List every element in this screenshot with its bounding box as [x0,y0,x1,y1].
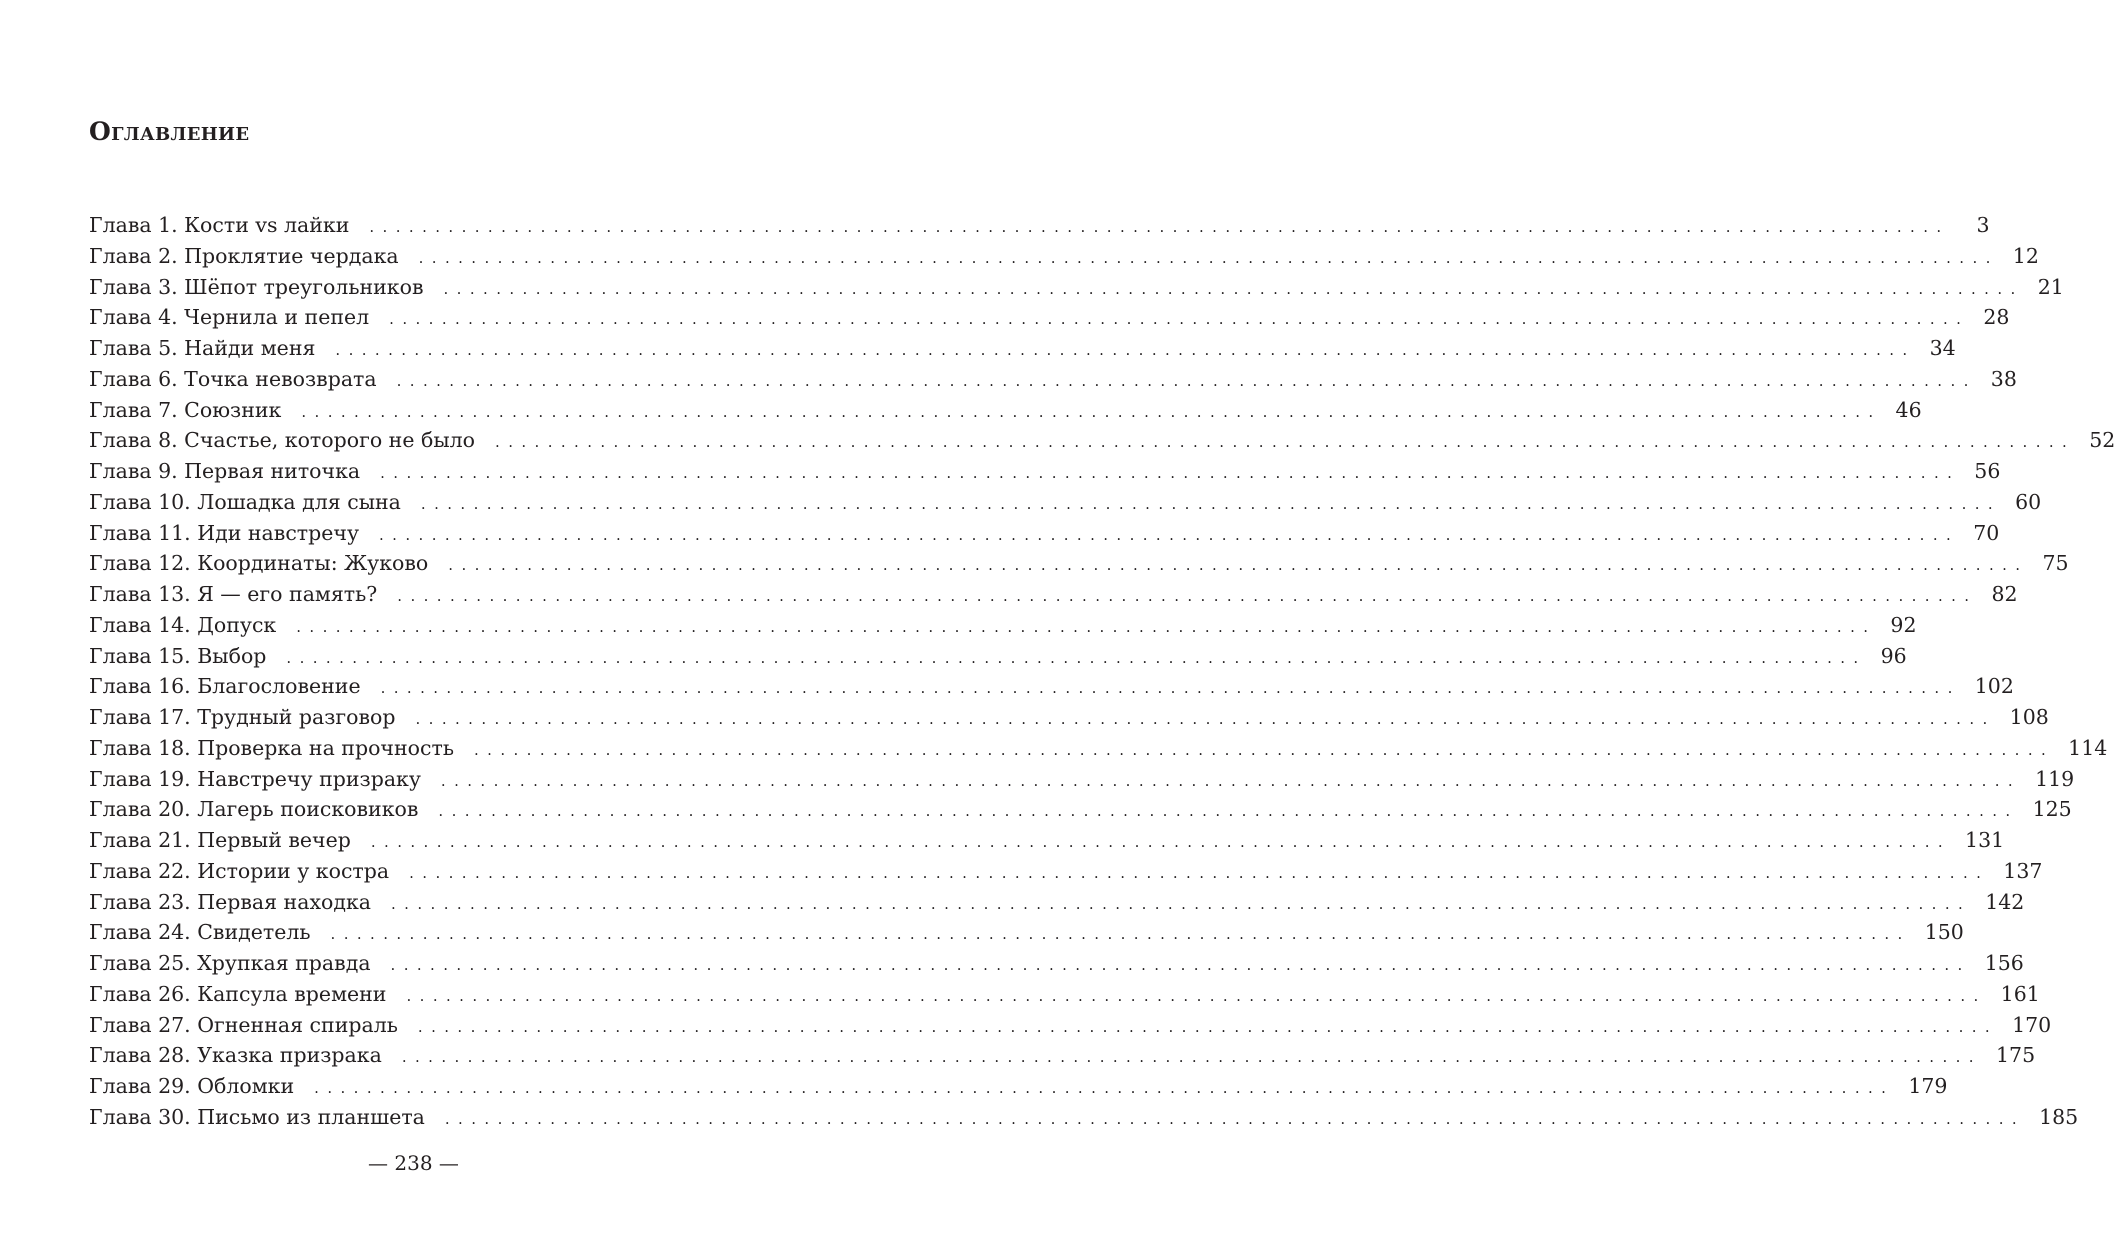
toc-leader-dots: ........................................................................................................................ [406,986,1987,1005]
toc-leader-dots: ........................................................................................................................ [335,341,1916,359]
toc-entry [89,302,2010,333]
toc-leader-dots: ........................................................................................................................ [401,1048,1982,1067]
toc-entry-page: 131 [1965,828,2005,852]
toc-leader-dots: ........................................................................................................................ [314,1079,1895,1097]
toc-leader-dots: ........................................................................................................................ [418,248,1999,267]
toc-entry-title: Глава 20. Лагерь поисковиков [89,797,419,822]
toc-entry-page: 34 [1929,336,1956,360]
page-title: Оглавление [89,117,250,146]
toc-entry [89,210,1990,241]
toc-entry-page: 102 [1974,674,2014,699]
toc-entry [89,794,2072,825]
toc-entry-page: 179 [1908,1074,1948,1098]
toc-entry-title: Глава 19. Навстречу призраку [89,766,421,791]
toc-entry-page: 70 [1973,520,2000,545]
toc-entry-page: 175 [1995,1043,2036,1068]
toc-leader-dots: ........................................................................................................................ [444,1109,2026,1128]
toc-entry-title: Глава 16. Благословение [89,674,361,699]
toc-entry-title: Глава 28. Указка призрака [89,1043,382,1068]
toc-entry-page: 125 [2032,797,2072,822]
toc-entry-title: Глава 5. Найди меня [89,336,316,360]
toc-entry-title: Глава 25. Хрупкая правда [89,951,371,975]
toc-entry-title: Глава 1. Кости vs лайки [89,213,350,237]
toc-entry [89,948,2024,979]
toc-entry-title: Глава 23. Первая находка [89,889,372,914]
toc-entry-title: Глава 21. Первый вечер [89,828,351,852]
toc-entry-title: Глава 7. Союзник [89,397,282,422]
toc-entry [89,425,2115,456]
toc-leader-dots: ........................................................................................................................ [301,402,1882,421]
toc-leader-dots: ........................................................................................................................ [369,218,1950,236]
toc-entry-title: Глава 14. Допуск [89,612,277,637]
table-of-contents [89,210,2115,1133]
toc-entry [89,548,2069,579]
toc-entry-title: Глава 26. Капсула времени [89,981,387,1006]
toc-entry [89,272,2064,303]
toc-entry-title: Глава 30. Письмо из планшета [89,1104,425,1129]
toc-entry-page: 150 [1924,920,1964,945]
toc-leader-dots: ........................................................................................................................ [438,802,2019,821]
toc-entry [89,610,1917,641]
toc-entry [89,702,2049,733]
toc-leader-dots: ........................................................................................................................ [380,679,1961,698]
toc-entry [89,1040,2036,1071]
toc-entry-page: 142 [1985,889,2025,914]
page-number: — 238 — [368,1151,459,1175]
toc-entry [89,456,2001,487]
toc-entry-title: Глава 8. Счастье, которого не было [89,428,476,453]
toc-entry-page: 52 [2089,428,2115,453]
toc-leader-dots: ........................................................................................................................ [379,525,1960,544]
toc-leader-dots: ........................................................................................................................ [390,956,1971,974]
toc-leader-dots: ........................................................................................................................ [420,494,2002,513]
toc-entry-page: 185 [2039,1104,2079,1129]
toc-entry-title: Глава 2. Проклятие чердака [89,243,399,268]
toc-entry [89,579,2018,610]
toc-entry-page: 12 [2012,243,2039,268]
toc-entry-title: Глава 6. Точка невозврата [89,366,377,391]
toc-entry-title: Глава 22. Истории у костра [89,858,390,883]
toc-entry [89,364,2017,395]
toc-entry [89,856,2043,887]
toc-entry [89,917,1964,948]
toc-leader-dots: ........................................................................................................................ [330,925,1911,944]
toc-entry-page: 96 [1880,643,1907,668]
toc-entry-page: 114 [2068,735,2108,760]
toc-entry-title: Глава 18. Проверка на прочность [89,735,454,760]
toc-entry-page: 119 [2035,766,2075,791]
toc-entry-title: Глава 13. Я — его память? [89,582,378,606]
toc-entry-title: Глава 3. Шёпот треугольников [89,274,424,299]
toc-entry-page: 56 [1974,459,2001,483]
toc-leader-dots: ........................................................................................................................ [417,1017,1999,1036]
toc-entry [89,825,2005,856]
toc-entry-page: 3 [1976,213,1990,237]
toc-entry-title: Глава 29. Обломки [89,1074,295,1098]
toc-leader-dots: ........................................................................................................................ [415,710,1996,728]
toc-entry-page: 46 [1895,397,1922,422]
toc-entry [89,487,2042,518]
toc-leader-dots: ........................................................................................................................ [397,587,1978,605]
toc-leader-dots: ........................................................................................................................ [380,464,1961,482]
toc-entry [89,641,1907,672]
toc-entry-title: Глава 10. Лошадка для сына [89,489,401,514]
toc-entry-title: Глава 4. Чернила и пепел [89,305,370,330]
toc-entry [89,1010,2052,1041]
toc-leader-dots: ........................................................................................................................ [370,833,1952,851]
toc-entry-title: Глава 15. Выбор [89,643,267,668]
toc-entry [89,671,2014,702]
toc-entry [89,1102,2079,1133]
toc-entry [89,887,2025,918]
toc-entry-title: Глава 27. Огненная спираль [89,1012,398,1037]
toc-leader-dots: ........................................................................................................................ [440,771,2022,790]
toc-entry-page: 156 [1984,951,2024,975]
toc-entry-page: 28 [1983,305,2010,330]
toc-entry-page: 108 [2009,705,2049,729]
toc-leader-dots: ........................................................................................................................ [448,556,2029,575]
toc-leader-dots: ........................................................................................................................ [473,740,2055,759]
toc-leader-dots: ........................................................................................................................ [391,894,1972,913]
toc-entry-title: Глава 12. Координаты: Жуково [89,551,429,576]
toc-entry [89,395,1922,426]
toc-entry-page: 170 [2012,1012,2052,1037]
toc-entry [89,241,2039,272]
toc-entry-page: 137 [2003,858,2043,883]
toc-leader-dots: ........................................................................................................................ [443,279,2024,298]
toc-entry-page: 92 [1890,612,1917,637]
toc-entry [89,518,2000,549]
toc-leader-dots: ........................................................................................................................ [409,863,1990,882]
toc-entry-title: Глава 24. Свидетель [89,920,311,945]
toc-leader-dots: ........................................................................................................................ [389,310,1970,329]
toc-entry-page: 161 [2000,981,2040,1006]
toc-entry [89,1071,1948,1102]
toc-entry-page: 38 [1990,366,2017,391]
toc-leader-dots: ........................................................................................................................ [495,433,2076,452]
toc-entry [89,979,2040,1010]
toc-entry [89,764,2075,795]
toc-entry-page: 82 [1991,582,2018,606]
toc-entry-title: Глава 11. Иди навстречу [89,520,360,545]
toc-entry-title: Глава 17. Трудный разговор [89,705,396,729]
toc-entry-page: 75 [2042,551,2069,576]
toc-entry-page: 21 [2037,274,2064,299]
toc-leader-dots: ........................................................................................................................ [296,617,1877,636]
toc-leader-dots: ........................................................................................................................ [396,371,1977,390]
toc-leader-dots: ........................................................................................................................ [286,648,1867,667]
toc-entry [89,333,1956,364]
toc-entry-page: 60 [2015,489,2042,514]
toc-entry-title: Глава 9. Первая ниточка [89,459,361,483]
toc-entry [89,733,2108,764]
